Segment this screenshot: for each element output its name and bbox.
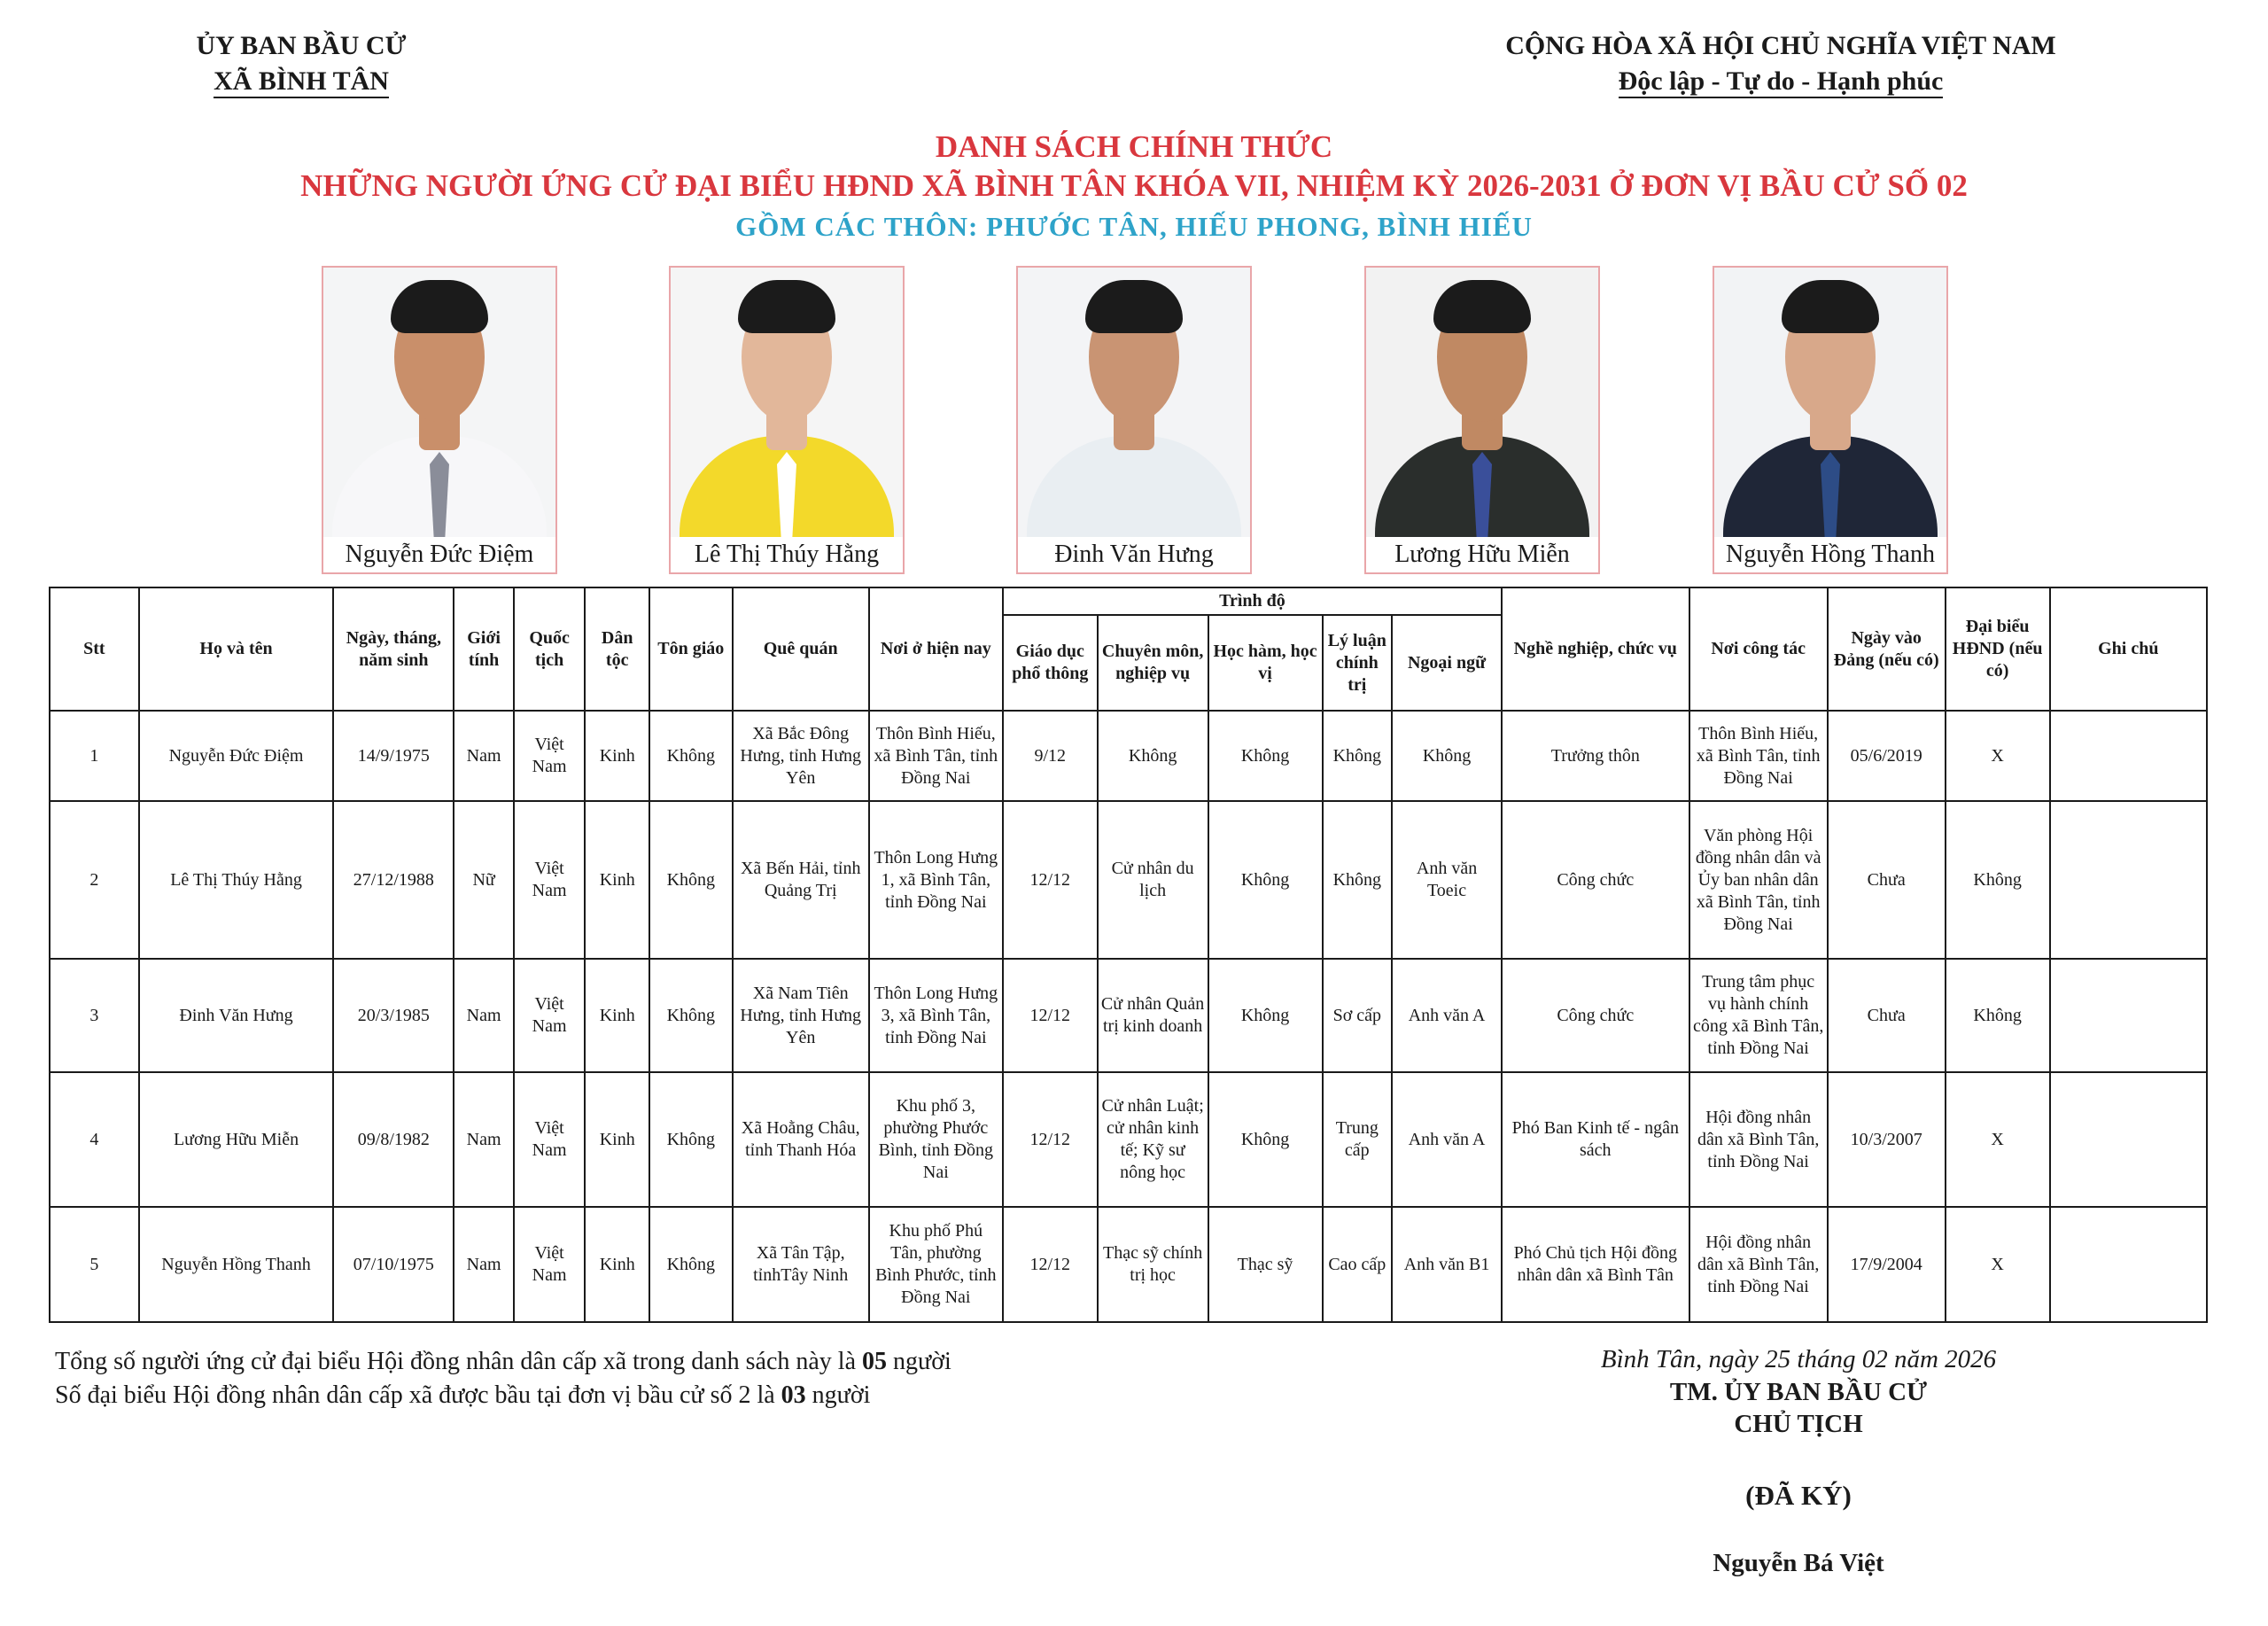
cell-general-edu: 12/12: [1003, 1072, 1098, 1207]
cell-note: [2050, 801, 2207, 959]
cell-gender: Nam: [454, 959, 513, 1072]
col-general-edu: Giáo dục phổ thông: [1003, 615, 1098, 711]
issuing-authority: [133, 28, 470, 99]
authority-line-1: ỦY BAN BẦU CỬ: [196, 31, 407, 60]
candidate-photo-card: [1713, 266, 1948, 574]
cell-politics: Trung cấp: [1323, 1072, 1393, 1207]
col-dob: Ngày, tháng, năm sinh: [333, 587, 454, 711]
cell-nationality: Việt Nam: [514, 1207, 586, 1322]
cell-workplace: Hội đồng nhân dân xã Bình Tân, tỉnh Đồng Nai: [1689, 1072, 1828, 1207]
col-occupation: Nghề nghiệp, chức vụ: [1502, 587, 1689, 711]
col-residence: Nơi ở hiện nay: [869, 587, 1003, 711]
cell-note: [2050, 1072, 2207, 1207]
cell-politics: Cao cấp: [1323, 1207, 1393, 1322]
cell-nationality: Việt Nam: [514, 801, 586, 959]
cell-name: Lương Hữu Miễn: [139, 1072, 334, 1207]
photo-caption: Nguyễn Hồng Thanh: [1714, 537, 1946, 572]
table-row: [50, 1207, 2207, 1322]
cell-specialty: Thạc sỹ chính trị học: [1098, 1207, 1208, 1322]
document-title: DANH SÁCH CHÍNH THỨC: [935, 129, 1333, 164]
country-name: CỘNG HÒA XÃ HỘI CHỦ NGHĨA VIỆT NAM: [1505, 31, 2056, 60]
cell-politics: Sơ cấp: [1323, 959, 1393, 1072]
cell-stt: 3: [50, 959, 139, 1072]
seats-count: 03: [781, 1381, 806, 1409]
cell-party-date: 10/3/2007: [1828, 1072, 1946, 1207]
cell-occupation: Công chức: [1502, 801, 1689, 959]
cell-general-edu: 12/12: [1003, 1207, 1098, 1322]
cell-language: Không: [1392, 711, 1502, 801]
cell-party-date: 05/6/2019: [1828, 711, 1946, 801]
cell-workplace: Văn phòng Hội đồng nhân dân và Ủy ban nhân dân xã Bình Tân, tỉnh Đồng Nai: [1689, 801, 1828, 959]
cell-politics: Không: [1323, 801, 1393, 959]
signing-organization: TM. ỦY BAN BẦU CỬ: [1669, 1378, 1928, 1406]
cell-stt: 4: [50, 1072, 139, 1207]
cell-religion: Không: [649, 801, 733, 959]
col-workplace: Nơi công tác: [1689, 587, 1828, 711]
cell-nationality: Việt Nam: [514, 1072, 586, 1207]
cell-dob: 07/10/1975: [333, 1207, 454, 1322]
cell-specialty: Cử nhân du lịch: [1098, 801, 1208, 959]
document-subtitle: NHỮNG NGƯỜI ỨNG CỬ ĐẠI BIỂU HĐND XÃ BÌNH TÂN KHÓA VII, NHIỆM KỲ 2026-2031 Ở ĐƠN VỊ BẦU CỬ SỐ 02: [300, 168, 1968, 203]
cell-religion: Không: [649, 711, 733, 801]
candidate-table: [49, 587, 2208, 1323]
table-row: [50, 801, 2207, 959]
portrait-image: [323, 268, 555, 537]
cell-stt: 1: [50, 711, 139, 801]
cell-hometown: Xã Hoằng Châu, tỉnh Thanh Hóa: [733, 1072, 869, 1207]
cell-language: Anh văn Toeic: [1392, 801, 1502, 959]
cell-name: Nguyễn Hồng Thanh: [139, 1207, 334, 1322]
portrait-image: [1366, 268, 1598, 537]
col-nationality: Quốc tịch: [514, 587, 586, 711]
cell-note: [2050, 959, 2207, 1072]
cell-party-date: Chưa: [1828, 801, 1946, 959]
cell-party-date: Chưa: [1828, 959, 1946, 1072]
col-religion: Tôn giáo: [649, 587, 733, 711]
signed-mark: (ĐÃ KÝ): [1745, 1480, 1852, 1511]
cell-language: Anh văn A: [1392, 959, 1502, 1072]
candidate-photo-card: [1016, 266, 1252, 574]
national-motto: Độc lập - Tự do - Hạnh phúc: [1619, 66, 1944, 98]
cell-degree: Không: [1208, 801, 1323, 959]
summary-seats-line: Số đại biểu Hội đồng nhân dân cấp xã được bầu tại đơn vị bầu cử số 2 là 03 người: [55, 1381, 871, 1409]
table-row: [50, 1072, 2207, 1207]
col-name: Họ và tên: [139, 587, 334, 711]
col-ethnicity: Dân tộc: [585, 587, 649, 711]
col-group-education: Trình độ: [1003, 587, 1502, 615]
total-candidates: 05: [862, 1348, 888, 1375]
cell-hometown: Xã Tân Tập, tỉnhTây Ninh: [733, 1207, 869, 1322]
cell-stt: 5: [50, 1207, 139, 1322]
cell-dob: 20/3/1985: [333, 959, 454, 1072]
photo-caption: Lương Hữu Miễn: [1366, 537, 1598, 572]
cell-occupation: Phó Chủ tịch Hội đồng nhân dân xã Bình Tân: [1502, 1207, 1689, 1322]
cell-name: Lê Thị Thúy Hằng: [139, 801, 334, 959]
portrait-image: [1018, 268, 1250, 537]
photo-caption: Đinh Văn Hưng: [1018, 537, 1250, 572]
cell-delegate: Không: [1946, 801, 2050, 959]
cell-dob: 27/12/1988: [333, 801, 454, 959]
national-header: [1471, 28, 2091, 99]
cell-residence: Khu phố Phú Tân, phường Bình Phước, tỉnh Đồng Nai: [869, 1207, 1003, 1322]
col-degree: Học hàm, học vị: [1208, 615, 1323, 711]
col-stt: Stt: [50, 587, 139, 711]
cell-politics: Không: [1323, 711, 1393, 801]
cell-religion: Không: [649, 1207, 733, 1322]
portrait-image: [1714, 268, 1946, 537]
col-note: Ghi chú: [2050, 587, 2207, 711]
cell-general-edu: 12/12: [1003, 959, 1098, 1072]
village-list: GỒM CÁC THÔN: PHƯỚC TÂN, HIẾU PHONG, BÌNH HIẾU: [735, 211, 1533, 242]
cell-occupation: Trưởng thôn: [1502, 711, 1689, 801]
cell-language: Anh văn A: [1392, 1072, 1502, 1207]
cell-name: Nguyễn Đức Điệm: [139, 711, 334, 801]
cell-general-edu: 12/12: [1003, 801, 1098, 959]
signer-name: Nguyễn Bá Việt: [1713, 1549, 1884, 1577]
candidate-photo-card: [1364, 266, 1600, 574]
cell-general-edu: 9/12: [1003, 711, 1098, 801]
photo-caption: Nguyễn Đức Điệm: [323, 537, 555, 572]
cell-gender: Nam: [454, 1207, 513, 1322]
photo-caption: Lê Thị Thúy Hằng: [671, 537, 903, 572]
cell-specialty: Cử nhân Luật; cử nhân kinh tế; Kỹ sư nông học: [1098, 1072, 1208, 1207]
cell-gender: Nữ: [454, 801, 513, 959]
cell-degree: Không: [1208, 711, 1323, 801]
cell-residence: Thôn Long Hưng 1, xã Bình Tân, tỉnh Đồng Nai: [869, 801, 1003, 959]
cell-party-date: 17/9/2004: [1828, 1207, 1946, 1322]
cell-residence: Thôn Long Hưng 3, xã Bình Tân, tỉnh Đồng Nai: [869, 959, 1003, 1072]
cell-delegate: X: [1946, 1207, 2050, 1322]
cell-ethnicity: Kinh: [585, 1207, 649, 1322]
cell-workplace: Trung tâm phục vụ hành chính công xã Bình Tân, tỉnh Đồng Nai: [1689, 959, 1828, 1072]
cell-delegate: Không: [1946, 959, 2050, 1072]
cell-workplace: Hội đồng nhân dân xã Bình Tân, tỉnh Đồng Nai: [1689, 1207, 1828, 1322]
summary-total-line: Tổng số người ứng cử đại biểu Hội đồng nhân dân cấp xã trong danh sách này là 05 người: [55, 1348, 951, 1375]
cell-delegate: X: [1946, 711, 2050, 801]
candidate-photo-card: [669, 266, 905, 574]
col-hometown: Quê quán: [733, 587, 869, 711]
signer-role: CHỦ TỊCH: [1734, 1410, 1863, 1438]
cell-stt: 2: [50, 801, 139, 959]
cell-delegate: X: [1946, 1072, 2050, 1207]
col-gender: Giới tính: [454, 587, 513, 711]
cell-name: Đinh Văn Hưng: [139, 959, 334, 1072]
cell-specialty: Cử nhân Quản trị kinh doanh: [1098, 959, 1208, 1072]
cell-gender: Nam: [454, 711, 513, 801]
cell-specialty: Không: [1098, 711, 1208, 801]
table-row: [50, 711, 2207, 801]
cell-religion: Không: [649, 1072, 733, 1207]
cell-hometown: Xã Nam Tiên Hưng, tỉnh Hưng Yên: [733, 959, 869, 1072]
cell-ethnicity: Kinh: [585, 711, 649, 801]
cell-workplace: Thôn Bình Hiếu, xã Bình Tân, tỉnh Đồng Nai: [1689, 711, 1828, 801]
table-header-row: [50, 587, 2207, 615]
col-language: Ngoại ngữ: [1392, 615, 1502, 711]
cell-occupation: Phó Ban Kinh tế - ngân sách: [1502, 1072, 1689, 1207]
cell-religion: Không: [649, 959, 733, 1072]
cell-nationality: Việt Nam: [514, 959, 586, 1072]
cell-ethnicity: Kinh: [585, 801, 649, 959]
authority-line-2: XÃ BÌNH TÂN: [214, 66, 389, 98]
cell-degree: Thạc sỹ: [1208, 1207, 1323, 1322]
cell-note: [2050, 1207, 2207, 1322]
cell-residence: Khu phố 3, phường Phước Bình, tỉnh Đồng Nai: [869, 1072, 1003, 1207]
col-specialty: Chuyên môn, nghiệp vụ: [1098, 615, 1208, 711]
cell-degree: Không: [1208, 959, 1323, 1072]
candidate-photo-card: [322, 266, 557, 574]
cell-hometown: Xã Bắc Đông Hưng, tỉnh Hưng Yên: [733, 711, 869, 801]
cell-ethnicity: Kinh: [585, 959, 649, 1072]
cell-language: Anh văn B1: [1392, 1207, 1502, 1322]
table-row: [50, 959, 2207, 1072]
cell-residence: Thôn Bình Hiếu, xã Bình Tân, tỉnh Đồng Nai: [869, 711, 1003, 801]
summary: [55, 1345, 951, 1412]
cell-hometown: Xã Bến Hải, tỉnh Quảng Trị: [733, 801, 869, 959]
cell-dob: 14/9/1975: [333, 711, 454, 801]
cell-degree: Không: [1208, 1072, 1323, 1207]
cell-occupation: Công chức: [1502, 959, 1689, 1072]
col-party-date: Ngày vào Đảng (nếu có): [1828, 587, 1946, 711]
cell-ethnicity: Kinh: [585, 1072, 649, 1207]
portrait-image: [671, 268, 903, 537]
place-date: Bình Tân, ngày 25 tháng 02 năm 2026: [1600, 1345, 1997, 1373]
cell-nationality: Việt Nam: [514, 711, 586, 801]
col-politics: Lý luận chính trị: [1323, 615, 1393, 711]
cell-note: [2050, 711, 2207, 801]
cell-dob: 09/8/1982: [333, 1072, 454, 1207]
cell-gender: Nam: [454, 1072, 513, 1207]
col-delegate: Đại biểu HĐND (nếu có): [1946, 587, 2050, 711]
